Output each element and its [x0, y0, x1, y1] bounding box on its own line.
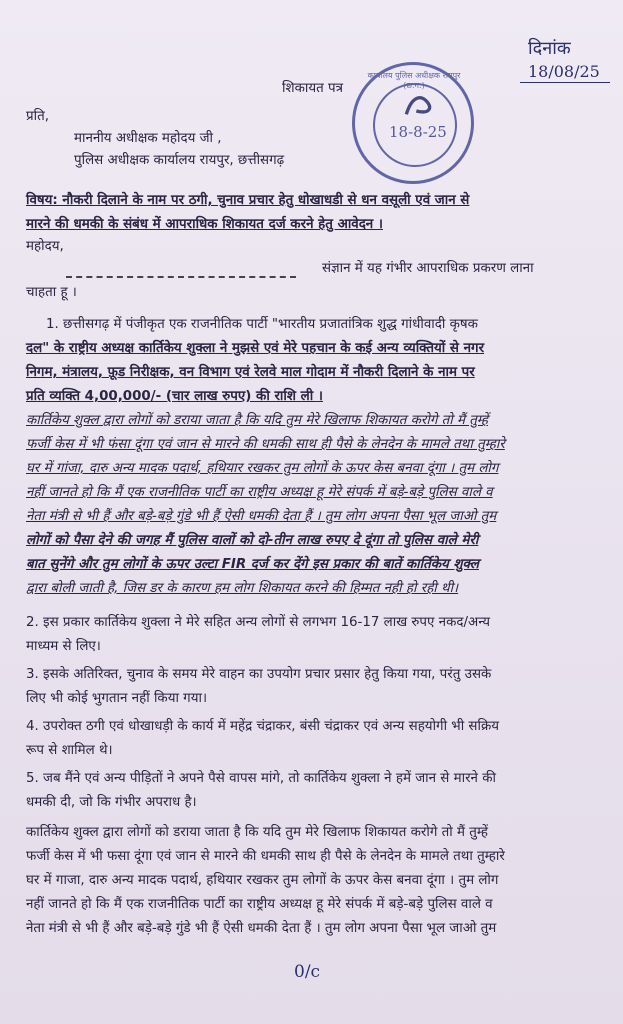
- subject-line-2: मारने की धमकी के संबंध में आपराधिक शिकायत दर्ज करने हेतु आवेदन ।: [26, 217, 383, 232]
- address-line-2: पुलिस अधीक्षक कार्यालय रायपुर, छत्तीसगढ़: [74, 153, 285, 168]
- threat-line-2: फर्जी केस में भी फंसा दूंगा एवं जान से मारने की धमकी साथ ही पैसे के लेनदेन के मामले तथा तुम्हारे: [26, 437, 505, 452]
- repeat-line-2: फर्जी केस में भी फसा दूंगा एवं जान से मारने की धमकी साथ ही पैसे के लेनदेन के मामले तथा तुम्हारे: [26, 849, 505, 864]
- corner-date: 18/08/25: [528, 62, 600, 81]
- intro-line-1: संज्ञान में यह गंभीर आपराधिक प्रकरण लाना: [322, 261, 534, 276]
- intro-line-2: चाहता हू ।: [26, 285, 77, 300]
- point1-line-2: दल" के राष्ट्रीय अध्यक्ष कार्तिकेय शुक्ला ने मुझसे एवं मेरे पहचान के कई अन्य व्यक्तियों से नगर: [26, 341, 485, 356]
- point5-line-1: 5. जब मैंने एवं अन्य पीड़ितों ने अपने पैसे वापस मांगे, तो कार्तिकेय शुक्ला ने हमें जान से मारने की: [26, 771, 497, 786]
- repeat-line-5: नेता मंत्री से भी हैं और बड़े-बड़े गुंडे भी हैं ऐसी धमकी देता हैं । तुम लोग अपना पैसा भूल जाओ तुम: [26, 921, 497, 936]
- corner-underline: [520, 82, 610, 83]
- threat-line-7: बात सुनेंगे और तुम लोगों के ऊपर उल्टा FIR दर्ज कर देंगे इस प्रकार की बातें कार्तिकेय शुक्ल: [26, 557, 479, 572]
- point5-line-2: धमकी दी, जो कि गंभीर अपराध है।: [26, 795, 197, 810]
- point4-line-2: रूप से शामिल थे।: [26, 743, 113, 758]
- threat-line-4: नहीं जानते हो कि मैं एक राजनीतिक पार्टी का राष्ट्रीय अध्यक्ष हू मेरे संपर्क में बड़े-बड़े पुलिस वाले व: [26, 485, 493, 500]
- threat-line-1: कार्तिकेय शुक्ल द्वारा लोगों को डराया जाता है कि यदि तुम मेरे खिलाफ शिकायत करोगे तो मैं तुम्हें: [26, 413, 489, 428]
- address-line-1: माननीय अधीक्षक महोदय जी ,: [74, 131, 222, 146]
- stamp-ring-text: कार्यालय पुलिस अधीक्षक रायपुर (छ.ग.): [367, 71, 461, 90]
- office-stamp: [352, 62, 474, 184]
- subject-line-1: विषय: नौकरी दिलाने के नाम पर ठगी, चुनाव प्रचार हेतु धोखाधडी से धन वसूली एवं जान से: [26, 193, 470, 208]
- threat-line-3: घर में गांजा, दारु अन्य मादक पदार्थ, हथियार रखकर तुम लोगों के ऊपर केस बनवा दूंगा । तुम लोग: [26, 461, 499, 476]
- page-mark: 0/c: [294, 962, 321, 982]
- point2-line-1: 2. इस प्रकार कार्तिकेय शुक्ला ने मेरे सहित अन्य लोगों से लगभग 16-17 लाख रुपए नकद/अन्य: [26, 615, 490, 630]
- salutation: महोदय,: [26, 239, 64, 254]
- signature-icon: [395, 91, 441, 121]
- redacted-text: [66, 266, 296, 278]
- threat-line-6: लोगों को पैसा देने की जगह मैं पुलिस वालों को दो-तीन लाख रुपए दे दूंगा तो पुलिस वाले मेरी: [26, 533, 479, 548]
- repeat-line-1: कार्तिकेय शुक्ल द्वारा लोगों को डराया जाता है कि यदि तुम मेरे खिलाफ शिकायत करोगे तो मैं तुम्हें: [26, 825, 489, 840]
- repeat-line-3: घर में गाजा, दारु अन्य मादक पदार्थ, हथियार रखकर तुम लोगों के ऊपर केस बनवा दूंगा । तुम लोग: [26, 873, 499, 888]
- repeat-line-4: नहीं जानते हो कि मैं एक राजनीतिक पार्टी का राष्ट्रीय अध्यक्ष हू मेरे संपर्क में बड़े-बड़े पुलिस वाले व: [26, 897, 493, 912]
- stamp-date: 18-8-25: [389, 123, 447, 141]
- address-to: प्रति,: [26, 109, 49, 124]
- corner-date-label: दिनांक: [528, 38, 571, 59]
- point3-line-2: लिए भी कोई भुगतान नहीं किया गया।: [26, 691, 208, 706]
- point1-line-4: प्रति व्यक्ति 4,00,000/- (चार लाख रुपए) की राशि ली ।: [26, 389, 323, 404]
- point1-line-1: 1. छत्तीसगढ़ में पंजीकृत एक राजनीतिक पार्टी "भारतीय प्रजातांत्रिक शुद्ध गांधीवादी कृषक: [46, 317, 478, 332]
- point1-line-3: निगम, मंत्रालय, फ़ूड निरीक्षक, वन विभाग एवं रेलवे माल गोदाम में नौकरी दिलाने के नाम पर: [26, 365, 475, 380]
- point3-line-1: 3. इसके अतिरिक्त, चुनाव के समय मेरे वाहन का उपयोग प्रचार प्रसार हेतु किया गया, परंतु उसके: [26, 667, 492, 682]
- point4-line-1: 4. उपरोक्त ठगी एवं धोखाधड़ी के कार्य में महेंद्र चंद्राकर, बंसी चंद्राकर एवं अन्य सहयोगी भी सक्रिय: [26, 719, 500, 734]
- threat-line-8: द्वारा बोली जाती है, जिस डर के कारण हम लोग शिकायत करने की हिम्मत नही हो रही थी।: [26, 581, 459, 596]
- point2-line-2: माध्यम से लिए।: [26, 639, 101, 654]
- threat-line-5: नेता मंत्री से भी हैं और बड़े-बड़े गुंडे भी हैं ऐसी धमकी देता हैं । तुम लोग अपना पैसा भूल जाओ तुम: [26, 509, 497, 524]
- document-title: शिकायत पत्र: [282, 81, 343, 96]
